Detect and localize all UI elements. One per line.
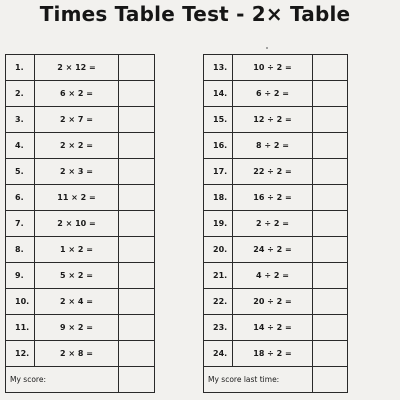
question-row — [6, 237, 155, 263]
question-row — [204, 185, 348, 211]
question-number: 15. — [204, 107, 233, 133]
question-number: 10. — [6, 289, 35, 315]
answer-box[interactable] — [313, 133, 348, 159]
question-number: 17. — [204, 159, 233, 185]
question-row — [204, 237, 348, 263]
question-number: 16. — [204, 133, 233, 159]
question-row — [204, 81, 348, 107]
question-text: 11 × 2 = — [35, 185, 119, 211]
answer-box[interactable] — [119, 341, 155, 367]
answer-box[interactable] — [313, 107, 348, 133]
answer-box[interactable] — [119, 263, 155, 289]
question-text: 10 ÷ 2 = — [233, 55, 313, 81]
question-text: 8 ÷ 2 = — [233, 133, 313, 159]
question-row — [6, 263, 155, 289]
answer-box[interactable] — [313, 81, 348, 107]
answer-box[interactable] — [313, 341, 348, 367]
question-text: 14 ÷ 2 = — [233, 315, 313, 341]
question-number: 23. — [204, 315, 233, 341]
question-number: 18. — [204, 185, 233, 211]
question-number: 9. — [6, 263, 35, 289]
question-number: 12. — [6, 341, 35, 367]
answer-box[interactable] — [119, 237, 155, 263]
score-box[interactable] — [119, 367, 155, 393]
answer-box[interactable] — [119, 55, 155, 81]
question-text: 2 × 10 = — [35, 211, 119, 237]
paper-speck — [266, 47, 268, 49]
page-title: Times Table Test - 2× Table — [39, 2, 351, 26]
question-number: 14. — [204, 81, 233, 107]
question-text: 22 ÷ 2 = — [233, 159, 313, 185]
division-table — [203, 54, 348, 393]
answer-box[interactable] — [119, 107, 155, 133]
answer-box[interactable] — [119, 211, 155, 237]
question-number: 2. — [6, 81, 35, 107]
question-row — [6, 315, 155, 341]
question-number: 22. — [204, 289, 233, 315]
question-row — [204, 263, 348, 289]
question-text: 2 × 3 = — [35, 159, 119, 185]
answer-box[interactable] — [119, 185, 155, 211]
answer-box[interactable] — [313, 237, 348, 263]
question-row — [204, 107, 348, 133]
answer-box[interactable] — [313, 289, 348, 315]
answer-box[interactable] — [119, 81, 155, 107]
question-row — [6, 341, 155, 367]
score-label: My score: — [6, 367, 119, 393]
question-number: 5. — [6, 159, 35, 185]
question-text: 6 ÷ 2 = — [233, 81, 313, 107]
score-row — [204, 367, 348, 393]
question-row — [6, 185, 155, 211]
question-text: 9 × 2 = — [35, 315, 119, 341]
score-row — [6, 367, 155, 393]
question-number: 8. — [6, 237, 35, 263]
question-number: 4. — [6, 133, 35, 159]
question-row — [204, 55, 348, 81]
answer-box[interactable] — [119, 159, 155, 185]
question-row — [204, 211, 348, 237]
question-text: 5 × 2 = — [35, 263, 119, 289]
question-number: 3. — [6, 107, 35, 133]
question-row — [6, 81, 155, 107]
question-text: 4 ÷ 2 = — [233, 263, 313, 289]
question-number: 11. — [6, 315, 35, 341]
question-text: 2 × 2 = — [35, 133, 119, 159]
question-row — [204, 289, 348, 315]
question-row — [204, 133, 348, 159]
question-number: 21. — [204, 263, 233, 289]
question-number: 6. — [6, 185, 35, 211]
question-text: 2 ÷ 2 = — [233, 211, 313, 237]
question-row — [204, 341, 348, 367]
question-number: 24. — [204, 341, 233, 367]
question-number: 19. — [204, 211, 233, 237]
question-text: 20 ÷ 2 = — [233, 289, 313, 315]
question-text: 24 ÷ 2 = — [233, 237, 313, 263]
question-row — [204, 159, 348, 185]
question-number: 13. — [204, 55, 233, 81]
answer-box[interactable] — [313, 185, 348, 211]
answer-box[interactable] — [313, 315, 348, 341]
question-row — [204, 315, 348, 341]
question-text: 6 × 2 = — [35, 81, 119, 107]
question-text: 1 × 2 = — [35, 237, 119, 263]
question-text: 16 ÷ 2 = — [233, 185, 313, 211]
question-text: 2 × 12 = — [35, 55, 119, 81]
answer-box[interactable] — [313, 55, 348, 81]
question-text: 2 × 4 = — [35, 289, 119, 315]
score-label: My score last time: — [204, 367, 313, 393]
question-text: 18 ÷ 2 = — [233, 341, 313, 367]
answer-box[interactable] — [313, 263, 348, 289]
answer-box[interactable] — [119, 289, 155, 315]
question-row — [6, 133, 155, 159]
question-number: 7. — [6, 211, 35, 237]
question-row — [6, 211, 155, 237]
question-text: 2 × 8 = — [35, 341, 119, 367]
question-number: 20. — [204, 237, 233, 263]
question-row — [6, 289, 155, 315]
question-row — [6, 107, 155, 133]
answer-box[interactable] — [313, 159, 348, 185]
answer-box[interactable] — [313, 211, 348, 237]
score-box[interactable] — [313, 367, 348, 393]
question-row — [6, 159, 155, 185]
answer-box[interactable] — [119, 133, 155, 159]
answer-box[interactable] — [119, 315, 155, 341]
question-text: 12 ÷ 2 = — [233, 107, 313, 133]
question-row — [6, 55, 155, 81]
question-number: 1. — [6, 55, 35, 81]
question-text: 2 × 7 = — [35, 107, 119, 133]
multiplication-table — [5, 54, 155, 393]
